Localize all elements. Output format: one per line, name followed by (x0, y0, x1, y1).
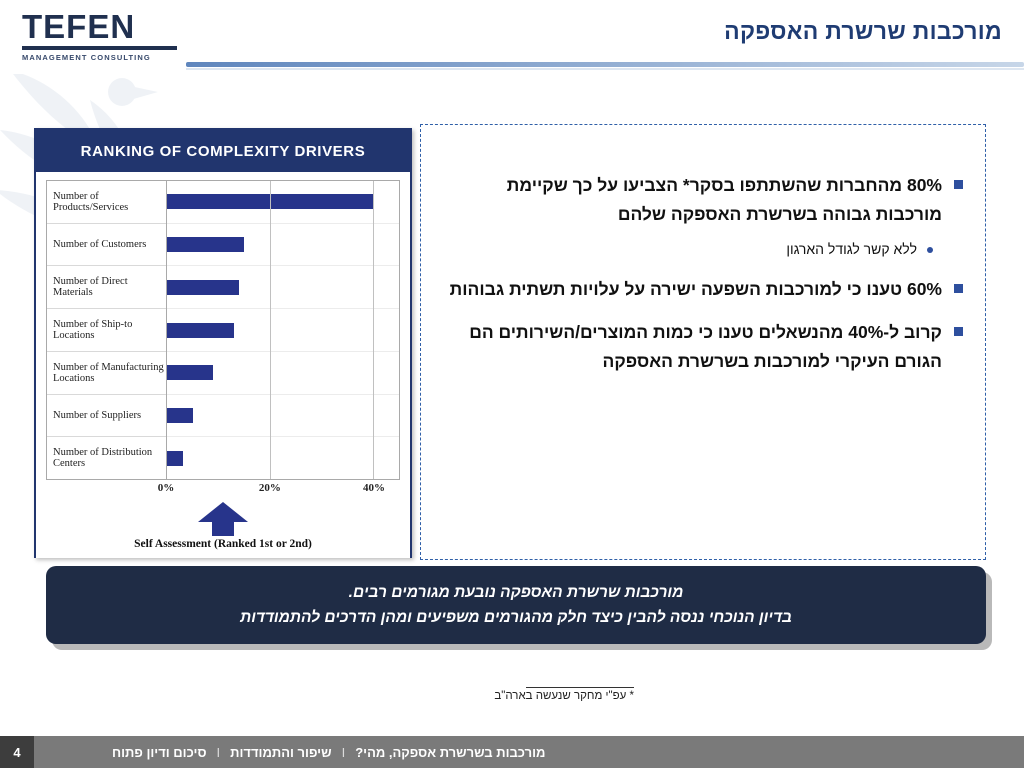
chart-category-label: Number of Direct Materials (47, 266, 166, 309)
chart-category-label: Number of Suppliers (47, 395, 166, 438)
chart-tick-label: 20% (258, 482, 281, 494)
sub-bullet-text: ללא קשר לגודל הארגון (786, 241, 917, 257)
footer-item-2[interactable]: סיכום ודיון פתוח (112, 744, 207, 760)
chart-bar-row (167, 224, 399, 267)
chart-plot-area (46, 180, 400, 480)
sub-bullet-item (443, 239, 933, 259)
bullet-item (443, 171, 963, 229)
bullet-dot-icon (927, 247, 933, 253)
bullet-item (443, 275, 963, 304)
chart-bar-row (167, 266, 399, 309)
chart-category-label: Number of Ship-to Locations (47, 309, 166, 352)
bullet-square-icon (954, 180, 963, 189)
bullet-panel (420, 124, 986, 560)
bullet-text: קרוב ל-40% מהנשאלים טענו כי כמות המוצרים/השירותים הם הגורם העיקרי למורכבות בשרשרת האספקה (469, 322, 942, 371)
slide-footer (0, 736, 1024, 768)
bullet-item (443, 318, 963, 376)
chart-title: RANKING OF COMPLEXITY DRIVERS (36, 130, 410, 172)
chart-bars (167, 181, 399, 479)
page-number: 4 (0, 736, 34, 768)
chart-bar-row (167, 395, 399, 438)
bullet-text: 80% מהחברות שהשתתפו בסקר* הצביעו על כך שקיימת מורכבות גבוהה בשרשרת האספקה שלהם (506, 175, 942, 224)
chart-arrow (46, 502, 400, 536)
complexity-drivers-chart (34, 128, 412, 558)
summary-line-2: בדיון הנוכחי ננסה להבין כיצד חלק מהגורמים משפיעים ומהן הדרכים להתמודדות (240, 609, 792, 626)
slide-header (0, 0, 1024, 74)
summary-banner (46, 566, 986, 644)
chart-category-label: Number of Distribution Centers (53, 447, 153, 470)
bullet-square-icon (954, 284, 963, 293)
chart-bar-row (167, 352, 399, 395)
header-divider-thin (186, 68, 1024, 70)
logo-wordmark: TEFEN (22, 8, 136, 45)
chart-bar-row (167, 181, 399, 224)
chart-value-axis (157, 480, 400, 500)
footer-item-0[interactable]: מורכבות בשרשרת אספקה, מהי? (355, 744, 546, 760)
chart-body (36, 172, 410, 558)
tefen-logo (22, 10, 182, 62)
chart-bar-row (167, 309, 399, 352)
page-title: מורכבות שרשרת האספקה (724, 18, 1002, 44)
logo-tagline: MANAGEMENT CONSULTING (22, 53, 151, 62)
chart-category-axis (47, 181, 167, 479)
chart-xlabel: Self Assessment (Ranked 1st or 2nd) (134, 538, 312, 550)
chart-category-label: Number of Manufacturing Locations (47, 352, 166, 395)
footer-separator: I (216, 744, 221, 760)
chart-tick-label: 0% (157, 482, 175, 494)
footnote-divider (526, 687, 634, 688)
logo-bar (22, 46, 177, 50)
chart-bar-row (167, 437, 399, 479)
summary-line-1: מורכבות שרשרת האספקה נובעת מגורמים רבים. (348, 584, 684, 601)
bullet-text: 60% טענו כי למורכבות השפעה ישירה על עלויות תשתית גבוהות (449, 279, 942, 299)
footnote: * עפ"י מחקר שנעשה בארה"ב (494, 690, 634, 702)
chart-category-label: Number of Customers (47, 224, 166, 267)
header-divider (186, 62, 1024, 67)
footer-nav (112, 736, 545, 768)
chart-tick-label: 40% (363, 482, 386, 494)
footer-separator: I (341, 744, 346, 760)
footer-item-1[interactable]: שיפור והתמודדות (230, 744, 332, 760)
chart-category-label: Number of Products/Services (47, 181, 166, 224)
bullet-square-icon (954, 327, 963, 336)
